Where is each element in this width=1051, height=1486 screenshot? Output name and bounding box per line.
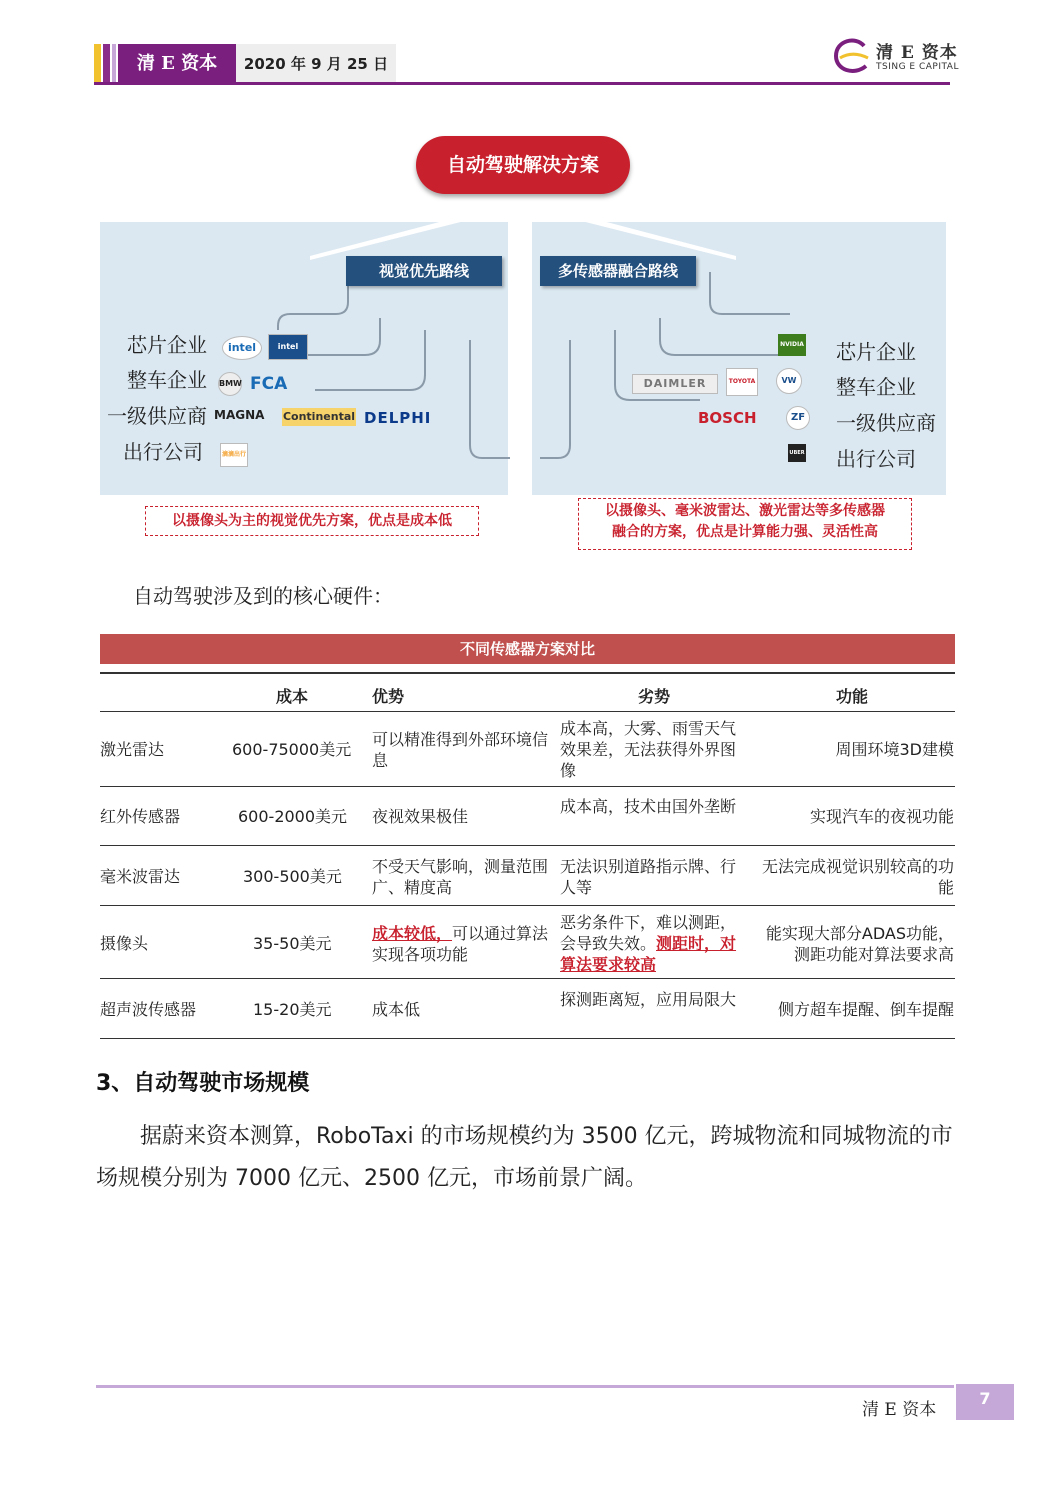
row-mmwave-con: 无法识别道路指示牌、行人等 — [560, 857, 737, 897]
col-header-cost: 成本 — [276, 687, 309, 706]
row-camera-function: 能实现大部分ADAS功能，测距功能对算法要求高 — [765, 924, 954, 964]
right-cat-chip: 芯片企业 — [836, 340, 916, 364]
bmw-logo-icon: BMW — [218, 372, 242, 396]
header-rule — [94, 82, 950, 85]
camera-con-highlight: 测距时，对算法要求较高 — [560, 934, 737, 974]
row-mmwave-pro: 不受天气影响，测量范围广、精度高 — [372, 857, 549, 897]
intel-logo-icon: intel — [222, 336, 262, 360]
route-arrows-diagram — [100, 190, 950, 470]
row-lidar-function: 周围环境3D建模 — [835, 740, 954, 759]
fusion-note-line-1: 以摄像头、毫米波雷达、激光雷达等多传感器 — [605, 503, 885, 519]
didi-logo-icon: 滴滴出行 — [220, 443, 248, 467]
left-cat-chip: 芯片企业 — [127, 333, 207, 357]
row-infrared-con: 成本高，技术由国外垄断 — [560, 797, 737, 816]
header-accent-lilac — [112, 44, 116, 84]
header-accent-purple — [103, 44, 110, 84]
col-header-function: 功能 — [836, 687, 869, 706]
row-rule — [100, 845, 955, 846]
section-paragraph: 据蔚来资本测算，RoboTaxi 的市场规模约为 3500 亿元，跨城物流和同城物流的市场规模分别为 7000 亿元、2500 亿元，市场前景广阔。 — [96, 1124, 953, 1191]
row-lidar-name: 激光雷达 — [100, 740, 165, 759]
logo-english-name: TSING E CAPITAL — [876, 62, 959, 72]
row-ultrasonic-con: 探测距离短，应用局限大 — [560, 990, 737, 1009]
row-camera-con — [560, 912, 746, 975]
col-header-pro: 优势 — [372, 687, 405, 706]
vision-route-label: 视觉优先路线 — [346, 256, 502, 286]
row-camera-cost: 35-50美元 — [253, 934, 332, 953]
row-rule — [100, 978, 955, 979]
header-brand: 清 E 资本 — [118, 44, 236, 84]
row-lidar-cost: 600-75000美元 — [232, 740, 352, 759]
page-number: 7 — [956, 1384, 1014, 1420]
table-title: 不同传感器方案对比 — [100, 634, 955, 664]
table-bottom-rule — [100, 1038, 955, 1039]
left-cat-mobility: 出行公司 — [123, 440, 203, 464]
row-mmwave-cost: 300-500美元 — [243, 867, 342, 886]
table-top-rule — [100, 672, 955, 674]
vision-route-note: 以摄像头为主的视觉优先方案，优点是成本低 — [145, 506, 479, 536]
footer-brand: 清 E 资本 — [862, 1400, 937, 1420]
left-cat-tier1: 一级供应商 — [107, 404, 207, 428]
camera-pro-rest: 可以通过算法实现各项功能 — [372, 924, 549, 964]
row-ultrasonic-pro: 成本低 — [372, 1000, 421, 1019]
continental-logo-icon: Continental — [282, 408, 356, 426]
diagram-title: 自动驾驶解决方案 — [416, 136, 630, 194]
row-infrared-pro: 夜视效果极佳 — [372, 807, 469, 826]
header-date: 2020 年 9 月 25 日 — [236, 44, 396, 84]
right-cat-tier1: 一级供应商 — [836, 411, 936, 435]
row-infrared-function: 实现汽车的夜视功能 — [809, 807, 954, 826]
zf-logo-icon: ZF — [786, 406, 810, 430]
row-lidar-pro: 可以精准得到外部环境信息 — [372, 730, 549, 770]
bosch-logo-icon: BOSCH — [698, 409, 757, 427]
row-ultrasonic-function: 侧方超车提醒、倒车提醒 — [777, 1000, 954, 1019]
row-lidar-con: 成本高，大雾、雨雪天气效果差，无法获得外界图像 — [560, 719, 737, 780]
logo-chinese-name: 清 E 资本 — [876, 43, 958, 63]
row-ultrasonic-cost: 15-20美元 — [253, 1000, 332, 1019]
intel-inside-logo-icon: intel — [268, 334, 308, 360]
volkswagen-logo-icon: VW — [776, 368, 802, 394]
fusion-route-note — [578, 498, 912, 550]
row-infrared-name: 红外传感器 — [100, 807, 181, 826]
header-rule — [100, 711, 955, 712]
uber-logo-icon: UBER — [788, 444, 806, 462]
right-cat-oem: 整车企业 — [836, 375, 916, 399]
fca-logo-icon: FCA — [250, 374, 288, 394]
camera-pro-highlight: 成本较低， — [372, 924, 453, 943]
row-mmwave-function: 无法完成视觉识别较高的功能 — [761, 857, 954, 897]
row-mmwave-name: 毫米波雷达 — [100, 867, 181, 886]
row-camera-pro — [372, 923, 554, 965]
magna-logo-icon: MAGNA — [214, 408, 265, 422]
footer-rule — [96, 1385, 954, 1388]
row-rule — [100, 905, 955, 906]
row-rule — [100, 786, 955, 787]
daimler-logo-icon: DAIMLER — [632, 374, 718, 394]
camera-con-plain: 恶劣条件下，难以测距，会导致失效。 — [560, 913, 737, 953]
header-accent-yellow — [94, 44, 101, 84]
fusion-route-label: 多传感器融合路线 — [540, 256, 696, 286]
row-ultrasonic-name: 超声波传感器 — [100, 1000, 197, 1019]
delphi-logo-icon: DELPHI — [364, 409, 432, 427]
tsinge-logo-icon — [830, 34, 874, 78]
row-infrared-cost: 600-2000美元 — [238, 807, 348, 826]
right-cat-mobility: 出行公司 — [836, 447, 916, 471]
col-header-con: 劣势 — [638, 687, 671, 706]
nvidia-logo-icon: NVIDIA — [778, 334, 806, 356]
intro-text: 自动驾驶涉及到的核心硬件： — [133, 584, 393, 608]
section-heading: 3、自动驾驶市场规模 — [96, 1071, 310, 1096]
left-cat-oem: 整车企业 — [127, 368, 207, 392]
fusion-note-line-2: 融合的方案，优点是计算能力强、灵活性高 — [612, 524, 878, 540]
row-camera-name: 摄像头 — [100, 934, 149, 953]
toyota-logo-icon: TOYOTA — [726, 368, 758, 396]
